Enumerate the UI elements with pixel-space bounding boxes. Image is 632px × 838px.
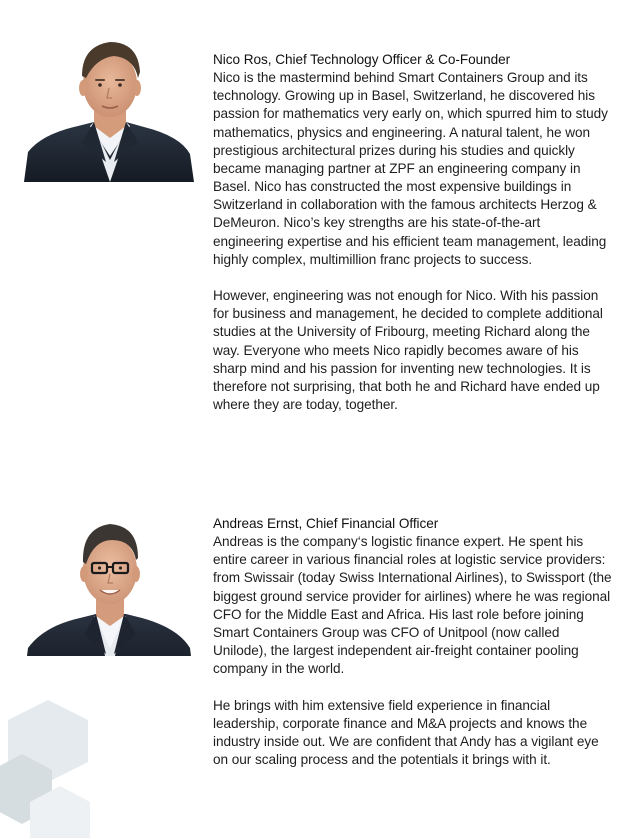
bio-text-nico — [213, 51, 613, 414]
portrait-image — [22, 34, 196, 182]
bio-paragraph: However, engineering was not enough for Nico. With his passion for business and management, he decided to complete additional studies at the University of Fribourg, meeting Richard along the way. Everyone who meets Nico rapidly becomes aware of his sharp mind and his passion for inventing new technologies. It is therefore not surprising, that both he and Richard have ended up where they are today, together. — [213, 288, 603, 413]
bio-text-andreas — [213, 515, 613, 769]
profile-name-title: Andreas Ernst, Chief Financial Officer — [213, 516, 439, 531]
portrait-image — [22, 508, 196, 656]
portrait-photo-andreas — [22, 508, 196, 656]
profile-name-title: Nico Ros, Chief Technology Officer & Co-Founder — [213, 52, 511, 67]
bio-paragraph: Andreas is the company‘s logistic finance expert. He spent his entire career in various financial roles at logistic service providers: from Swissair (today Swiss International Airlines), to Swissport (the biggest ground service provider for airlines) where he was regional CFO for the Middle East and Africa. His last role before joining Smart Containers Group was CFO of Unitpool (now called Unilode), the largest independent air-freight container pooling company in the world. — [213, 534, 612, 677]
bio-paragraph: He brings with him extensive field experience in financial leadership, corporate finance and M&A projects and knows the industry inside out. We are confident that Andy has a vigilant eye on our scaling process and the potentials it brings with it. — [213, 697, 599, 768]
hexagon-decoration-icon — [0, 690, 110, 838]
portrait-photo-nico — [22, 34, 196, 182]
bio-paragraph: Nico is the mastermind behind Smart Containers Group and its technology. Growing up in Basel, Switzerland, he discovered his passion for mathematics very early on, which spurred him to study mathematics, physics and engineering. A natural talent, he won prestigious architectural prizes during his studies and quickly became managing partner at ZPF an engineering company in Basel. Nico has constructed the most expensive buildings in Switzerland in collaboration with the famous architects Herzog & DeMeuron. Nico’s key strengths are his state-of-the-art engineering expertise and his efficient team management, leading highly complex, multimillion franc projects to success. — [213, 70, 608, 267]
